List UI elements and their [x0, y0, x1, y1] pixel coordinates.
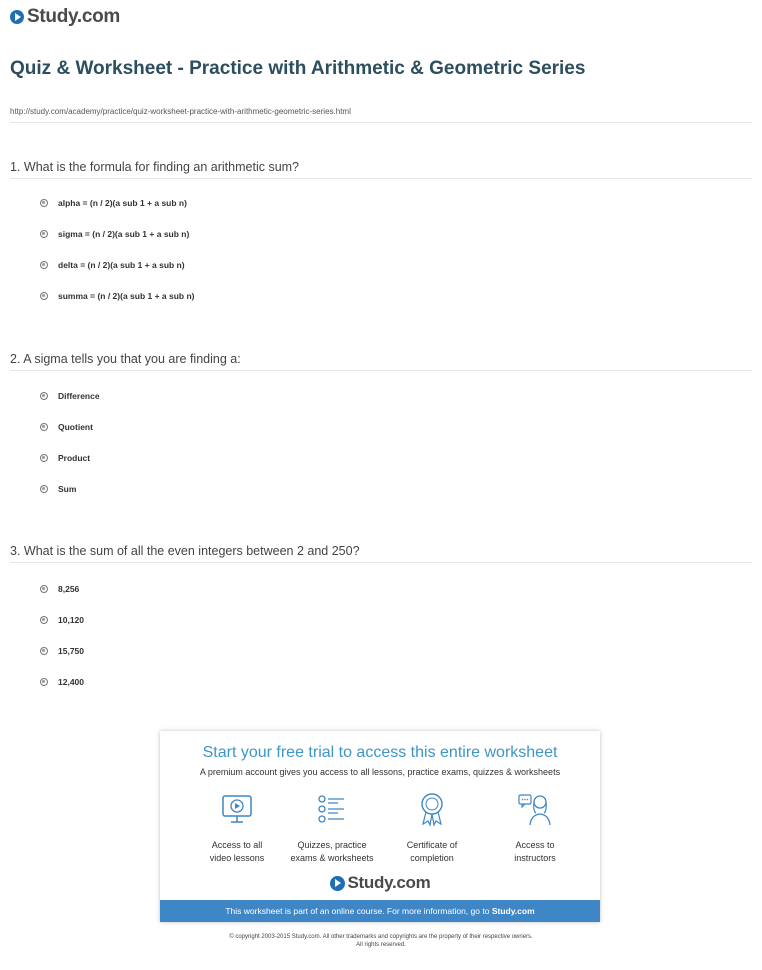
quiz-list-icon [314, 791, 350, 827]
answer-label: 12,400 [58, 677, 84, 687]
feature-label: instructors [514, 853, 556, 863]
answer-label: Quotient [58, 422, 93, 432]
answer-option[interactable] [40, 677, 84, 708]
feature-list [160, 791, 600, 871]
answer-option[interactable] [40, 422, 100, 453]
radio-button[interactable] [40, 230, 48, 238]
copyright-line: © copyright 2003-2015 Study.com. All other trademarks and copyrights are the property of their respective owners. [229, 934, 533, 940]
radio-button[interactable] [40, 454, 48, 462]
answer-label: summa = (n / 2)(a sub 1 + a sub n) [58, 291, 195, 301]
feature-quizzes [277, 791, 387, 865]
promo-subtitle: A premium account gives you access to all lessons, practice exams, quizzes & worksheets [199, 767, 561, 777]
feature-instructors [480, 791, 590, 865]
divider [10, 122, 752, 123]
promo-info-bar [160, 900, 600, 922]
divider [10, 178, 752, 179]
feature-label: Certificate of [406, 840, 458, 850]
radio-button[interactable] [40, 261, 48, 269]
answer-option[interactable] [40, 615, 84, 646]
play-logo-icon [10, 10, 24, 24]
answer-label: Product [58, 453, 91, 463]
divider [10, 562, 752, 563]
radio-button[interactable] [40, 485, 48, 493]
certificate-icon [414, 791, 450, 827]
answer-label: sigma = (n / 2)(a sub 1 + a sub n) [58, 229, 190, 239]
radio-button[interactable] [40, 647, 48, 655]
answer-list-3 [40, 584, 84, 708]
feature-video-lessons [182, 791, 292, 865]
answer-label: 8,256 [58, 584, 80, 594]
radio-button[interactable] [40, 678, 48, 686]
promo-logo[interactable] [160, 873, 600, 893]
promo-title[interactable]: Start your free trial to access this entire worksheet [202, 744, 558, 761]
answer-option[interactable] [40, 453, 100, 484]
radio-button[interactable] [40, 423, 48, 431]
study-logo[interactable] [10, 6, 120, 28]
answer-label: 15,750 [58, 646, 84, 656]
answer-label: delta = (n / 2)(a sub 1 + a sub n) [58, 260, 185, 270]
instructor-icon [517, 791, 553, 827]
feature-label: Access to [515, 840, 555, 850]
radio-button[interactable] [40, 292, 48, 300]
copyright-line: All rights reserved. [356, 942, 406, 948]
feature-label: exams & worksheets [290, 853, 374, 863]
divider [10, 370, 752, 371]
answer-list-2 [40, 391, 100, 515]
feature-label: Quizzes, practice [297, 840, 367, 850]
answer-label: alpha = (n / 2)(a sub 1 + a sub n) [58, 198, 187, 208]
feature-label: Access to all [211, 840, 263, 850]
study-com-link[interactable]: Study.com [491, 906, 535, 916]
answer-list-1 [40, 198, 195, 322]
radio-button[interactable] [40, 616, 48, 624]
answer-option[interactable] [40, 291, 195, 322]
feature-certificate [377, 791, 487, 865]
answer-label: 10,120 [58, 615, 84, 625]
feature-label: video lessons [209, 853, 265, 863]
answer-option[interactable] [40, 260, 195, 291]
free-trial-promo [160, 731, 600, 922]
answer-label: Difference [58, 391, 100, 401]
answer-option[interactable] [40, 391, 100, 422]
copyright-footer [0, 933, 762, 949]
question-3: 3. What is the sum of all the even integers between 2 and 250? [10, 544, 360, 558]
radio-button[interactable] [40, 392, 48, 400]
answer-option[interactable] [40, 584, 84, 615]
question-2: 2. A sigma tells you that you are finding a: [10, 352, 241, 366]
radio-button[interactable] [40, 199, 48, 207]
promo-logo-text: Study.com [347, 873, 431, 892]
answer-option[interactable] [40, 229, 195, 260]
question-1: 1. What is the formula for finding an arithmetic sum? [10, 160, 300, 174]
page-title: Quiz & Worksheet - Practice with Arithmetic & Geometric Series [10, 58, 586, 79]
answer-option[interactable] [40, 484, 100, 515]
feature-label: completion [410, 853, 454, 863]
play-logo-icon [330, 876, 345, 891]
promo-bar-text: This worksheet is part of an online course. For more information, go to [225, 906, 492, 916]
page-url: http://study.com/academy/practice/quiz-worksheet-practice-with-arithmetic-geometric-series.html [10, 107, 351, 116]
answer-option[interactable] [40, 646, 84, 677]
video-lesson-icon [219, 791, 255, 827]
answer-option[interactable] [40, 198, 195, 229]
logo-text: Study.com [27, 6, 121, 27]
answer-label: Sum [58, 484, 77, 494]
radio-button[interactable] [40, 585, 48, 593]
